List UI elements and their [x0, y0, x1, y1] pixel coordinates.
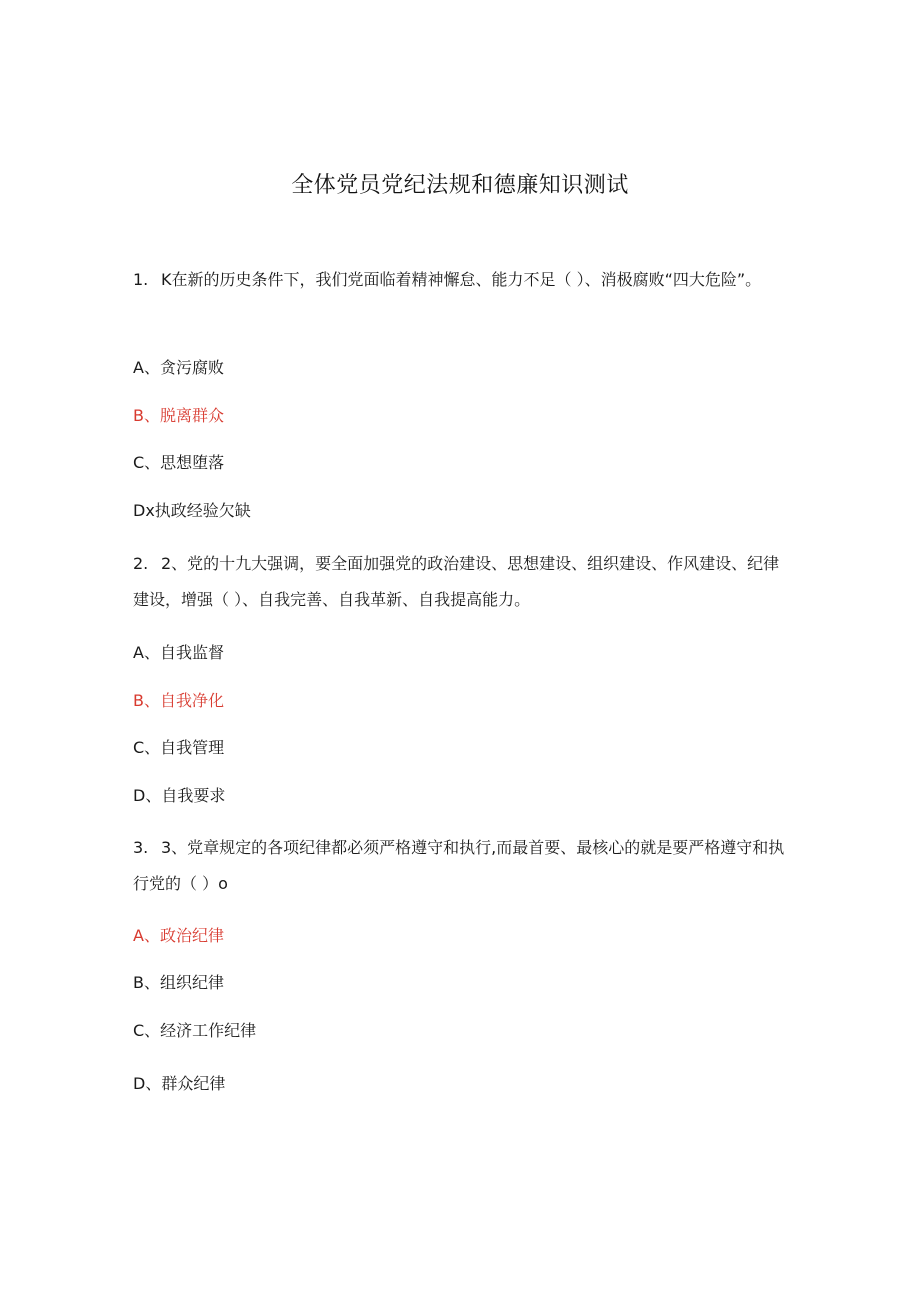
option-1c: C、思想堕落: [133, 453, 225, 472]
option-1d: Dx执政经验欠缺: [133, 501, 251, 520]
option-2a: A、自我监督: [133, 643, 224, 662]
question-stem-3: [133, 830, 793, 902]
option-3a-correct: A、政治纪律: [133, 926, 224, 945]
question-text: 3、党章规定的各项纪律都必须严格遵守和执行,而最首要、最核心的就是要严格遵守和执行党的（ ）o: [133, 838, 785, 893]
question-stem-2: [133, 546, 793, 618]
option-2c: C、自我管理: [133, 738, 225, 757]
question-number: 2.: [133, 554, 149, 573]
page-title: 全体党员党纪法规和德廉知识测试: [291, 173, 629, 198]
option-1a: A、贪污腐败: [133, 358, 224, 377]
question-number: 3.: [133, 838, 149, 857]
question-text: K在新的历史条件下，我们党面临着精神懈怠、能力不足（ ）、消极腐败“四大危险”。: [161, 270, 762, 289]
question-text: 2、党的十九大强调，要全面加强党的政治建设、思想建设、组织建设、作风建设、纪律建设，增强（ ）、自我完善、自我革新、自我提高能力。: [133, 554, 780, 609]
option-2b-correct: B、自我净化: [133, 691, 224, 710]
option-3b: B、组织纪律: [133, 973, 224, 992]
option-3c: C、经济工作纪律: [133, 1021, 257, 1040]
option-3d: D、群众纪律: [133, 1074, 226, 1093]
question-number: 1.: [133, 270, 149, 289]
option-2d: D、自我要求: [133, 786, 226, 805]
option-1b-correct: B、脱离群众: [133, 406, 224, 425]
question-stem-1: [133, 262, 793, 298]
